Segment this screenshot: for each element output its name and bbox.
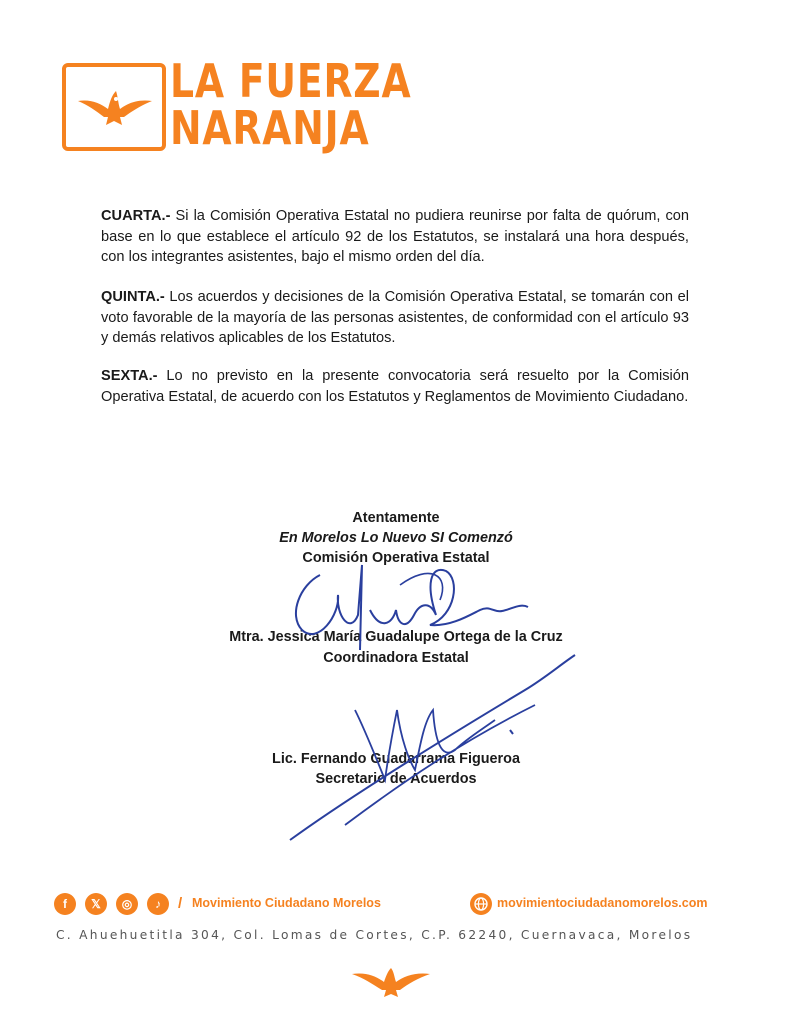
logo-line-2: NARANJA bbox=[170, 101, 370, 155]
closing-text: Atentamente bbox=[352, 510, 440, 526]
clause-quinta bbox=[101, 287, 689, 349]
footer-address: C. Ahuehuetitla 304, Col. Lomas de Cortes, C.P. 62240, Cuernavaca, Morelos bbox=[56, 928, 693, 942]
clause-text: Si la Comisión Operativa Estatal no pudiera reunirse por falta de quórum, con base en lo que establece el artículo 92 de los Estatutos, se instalará una hora después, con los integrantes asistentes, bajo el mismo orden del día. bbox=[101, 208, 689, 265]
clause-sexta bbox=[101, 366, 689, 407]
footer-separator: / bbox=[178, 895, 183, 912]
signer-1-name: Mtra. Jessica María Guadalupe Ortega de la Cruz bbox=[229, 629, 563, 645]
logo-line-1: LA FUERZA bbox=[170, 54, 412, 108]
commission-name: Comisión Operativa Estatal bbox=[302, 550, 490, 566]
clause-text: Los acuerdos y decisiones de la Comisión Operativa Estatal, se tomarán con el voto favorable de la mayoría de las personas asistentes, de conformidad con el artículo 93 y demás relativos aplicables de los Estatutos. bbox=[101, 289, 689, 346]
eagle-logo-icon bbox=[76, 87, 154, 127]
logo-wordmark bbox=[170, 54, 412, 155]
instagram-icon[interactable]: ◎ bbox=[116, 893, 138, 915]
signer-2-name: Lic. Fernando Guadarrama Figueroa bbox=[272, 751, 520, 767]
motto-text: En Morelos Lo Nuevo SI Comenzó bbox=[279, 530, 513, 546]
website-link[interactable]: movimientociudadanomorelos.com bbox=[497, 896, 708, 910]
social-handle-label[interactable]: Movimiento Ciudadano Morelos bbox=[192, 896, 381, 910]
logo-box bbox=[62, 63, 166, 151]
signature-2-scribble bbox=[285, 650, 585, 845]
clause-label: QUINTA.- bbox=[101, 289, 165, 305]
x-icon[interactable]: 𝕏 bbox=[85, 893, 107, 915]
clause-label: SEXTA.- bbox=[101, 368, 158, 384]
clause-cuarta bbox=[101, 206, 689, 268]
signer-2-title: Secretario de Acuerdos bbox=[315, 771, 477, 787]
tiktok-icon[interactable]: ♪ bbox=[147, 893, 169, 915]
clause-text: Lo no previsto en la presente convocatoria será resuelto por la Comisión Operativa Estatal, de acuerdo con los Estatutos y Reglamentos de Movimiento Ciudadano. bbox=[101, 368, 689, 405]
footer-contact-row bbox=[54, 893, 734, 917]
clause-label: CUARTA.- bbox=[101, 208, 171, 224]
signer-1-title: Coordinadora Estatal bbox=[323, 650, 469, 666]
globe-icon bbox=[470, 893, 492, 915]
eagle-footer-icon bbox=[350, 966, 432, 998]
facebook-icon[interactable]: f bbox=[54, 893, 76, 915]
